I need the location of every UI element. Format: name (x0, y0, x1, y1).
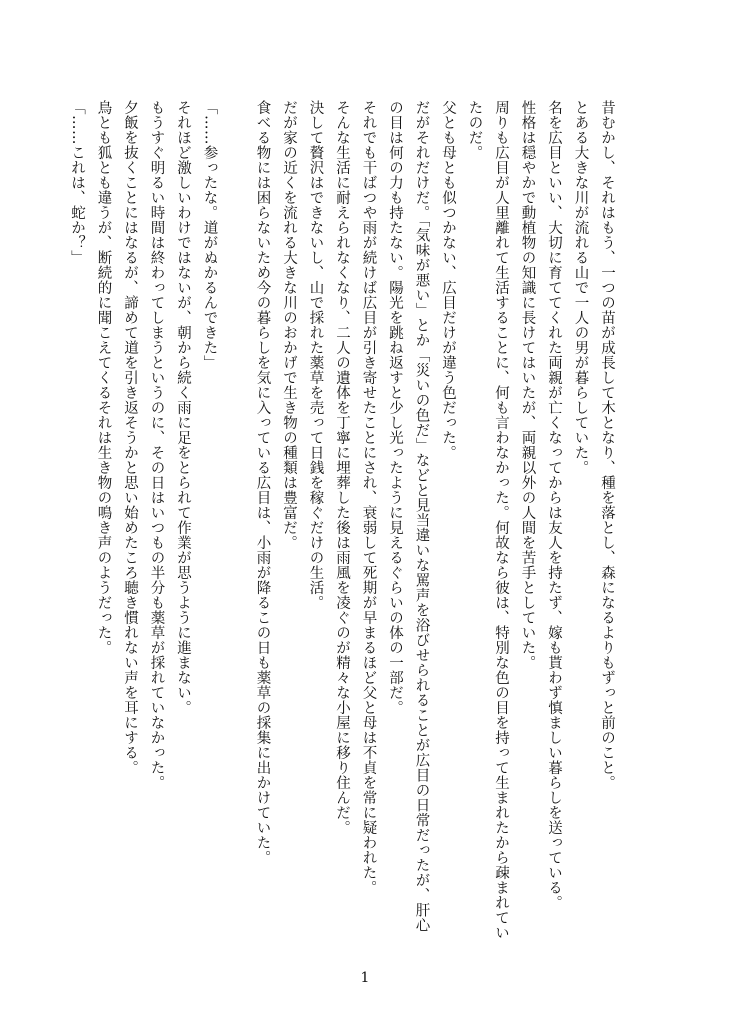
page-number: 1 (360, 970, 370, 986)
text-line: だがそれだけだ。「気味が悪い」とか「災いの色だ」などと見当違いな罵声を浴びせられることが広目の日常だったが、肝心の目は何の力も持たない。陽光を跳ね返すと少し光ったように見えるぐらいの体の一部だ。 (387, 100, 430, 933)
blank-line (223, 100, 250, 940)
text-line: 父とも母とも似つかない、広目だけが違う色だった。 (440, 100, 456, 460)
text-line: もうすぐ明るい時間は終わってしまうというのに、その日はいつもの半分も薬草が採れていなかった。 (148, 100, 165, 790)
text-line: 昔むかし、それはもう、一つの苗が成長して木となり、種を落とし、森になるよりもずっと前のこと。 (599, 100, 615, 790)
text-line: 周りも広目が人里離れて生活することに、何も言わなかった。何故なら彼は、特別な色の目を持って生まれたから疎まれていたのだ。 (466, 100, 509, 940)
text-line: そんな生活に耐えられなくなり、二人の遺体を丁寧に埋葬した後は雨風を凌ぐのが精々な小屋に移り住んだ。 (334, 100, 350, 835)
text-line: 性格は穏やかで動植物の知識に長けてはいたが、両親以外の人間を苦手としていた。 (519, 100, 536, 670)
text-line: 決して贅沢はできないし、山で採れた薬草を売って日銭を稼ぐだけの生活。 (307, 100, 324, 610)
vertical-body-text (69, 100, 620, 940)
text-line: それでも干ばつや雨が続けば広目が引き寄せたことにされ、衰弱して死期が早まるほど父と母は不貞を常に疑われた。 (360, 100, 377, 895)
dialogue-line: 「……これは、蛇か？」 (69, 100, 85, 265)
text-line: 食べる物には困らないため今の暮らしを気に入っている広目は、小雨が降るこの日も薬草の採集に出かけていた。 (254, 100, 271, 865)
text-line: それほど激しいわけではないが、朝から続く雨に足をとられて作業が思うように進まない。 (175, 100, 191, 715)
text-line: 鳥とも狐とも違うが、断続的に聞こえてくるそれは生き物の鳴き声のようだった。 (95, 100, 112, 655)
text-line: 名を広目といい、大切に育ててくれた両親が亡くなってからは友人を持たず、嫁も貰わず慎ましい暮らしを送っている。 (546, 100, 562, 910)
text-line: だが家の近くを流れる大きな川のおかげで生き物の種類は豊富だ。 (281, 100, 297, 550)
text-line: とある大きな川が流れる山で一人の男が暮らしていた。 (572, 100, 589, 475)
dialogue-line: 「……参ったな。道がぬかるんできた」 (201, 100, 218, 370)
text-line: 夕飯を抜くことにはなるが、諦めて道を引き返そうかと思い始めたころ聴き慣れない声を耳にする。 (122, 100, 138, 775)
